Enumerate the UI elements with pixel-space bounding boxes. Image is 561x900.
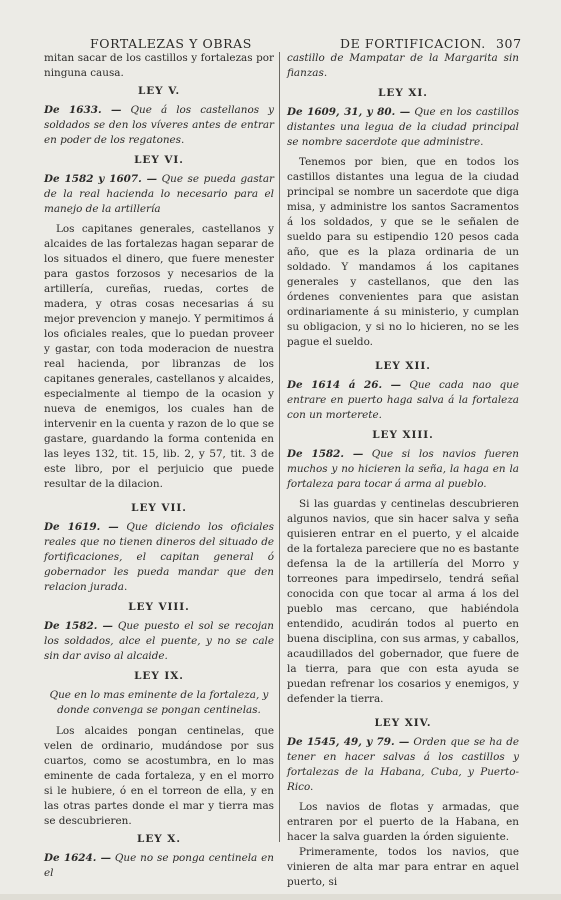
law-summary-viii [44, 619, 274, 664]
law-text-ix: Los alcaides pongan centinelas, que velen de ordinario, mudándose por sus cuartos, como se acostumbra, en lo mas eminente de cada fortaleza, y en el morro si le hubiere, ó en el torreon de ella, y en las otras partes donde el mar y tierra mas se descubrieren. [44, 725, 274, 827]
law-heading-v: LEY V. [137, 85, 181, 97]
law-ref-xi: De 1609, 31, y 80. — [287, 106, 411, 118]
law-heading-ix: LEY IX. [134, 670, 184, 682]
law-ref-vii: De 1619. — [44, 521, 119, 533]
law-summary-xiii [287, 447, 519, 492]
law-text-xi: Tenemos por bien, que en todos los castillos distantes una legua de la ciudad principal se nombre un sacerdote que diga misa, y administre los santos Sacramentos á los soldados, y que se le señalen de sueldo para su estipendio 120 pesos cada año, que es la plaza ordinaria de un soldado. Y mandamos á los capitanes generales y castellanos, que den las órdenes convenientes para que asistan ordinariamente á su ministerio, y cumplan su obligacion, y si no lo hicieren, no se les pague el sueldo. [287, 156, 519, 348]
law-heading-x: LEY X. [137, 833, 181, 845]
law-ref-v: De 1633. — [44, 104, 122, 116]
law-ref-xii: De 1614 á 26. — [287, 379, 402, 391]
header-right: DE FORTIFICACION. [340, 36, 486, 51]
law-summary-xii [287, 378, 519, 423]
law-ref-xiii: De 1582. — [287, 448, 364, 460]
law-summary-x [44, 851, 274, 881]
left-column [44, 51, 274, 886]
law-summary-xiv [287, 735, 519, 795]
law-text-xiv-a: Los navios de flotas y armadas, que entraren por el puerto de la Habana, en hacer la salva guarden la órden siguiente. [287, 801, 519, 843]
law-heading-vi: LEY VI. [134, 154, 184, 166]
law-heading-xi: LEY XI. [378, 87, 428, 99]
page-bottom-edge [0, 894, 561, 900]
law-summary-text-vi: Que se pueda gastar de la real hacienda lo necesario para el manejo de la artillería [44, 173, 274, 215]
paragraph-intro: mitan sacar de los castillos y fortalezas por ninguna causa. [44, 52, 274, 79]
law-summary-text-xiv: Orden que se ha de tener en hacer salvas á los castillos y fortalezas de la Habana, Cuba, y Puerto-Rico. [287, 736, 519, 793]
law-summary-text-vii: Que diciendo los oficiales reales que no tienen dineros del situado de fortificaciones, el capitan general ó gobernador les pueda mandar que den relacion jurada. [44, 521, 274, 593]
law-summary-v [44, 103, 274, 148]
law-heading-xii: LEY XII. [375, 360, 431, 372]
law-summary-vii [44, 520, 274, 595]
law-summary-ix: Que en lo mas eminente de la fortaleza, y donde convenga se pongan centinelas. [49, 689, 269, 716]
header-left: FORTALEZAS Y OBRAS [90, 36, 252, 51]
law-ref-vi: De 1582 y 1607. — [44, 173, 158, 185]
law-ref-x: De 1624. — [44, 852, 111, 864]
law-heading-viii: LEY VIII. [128, 601, 190, 613]
law-ref-xiv: De 1545, 49, y 79. — [287, 736, 410, 748]
law-text-xiii: Si las guardas y centinelas descubrieren algunos navios, que sin hacer salva y seña quisieren entrar en el puerto, y el alcaide de la fortaleza pareciere que no es bastante defensa la de la artillería del Morro y torreones para impedirselo, tendrá señal conocida con que tocar al arma á los del pueblo mas cercano, que habiéndola entendido, acudirán todos al puerto en buena disciplina, con sus armas, y caballos, acaudillados del gobernador, que fuere de la tierra, para que con esta ayuda se puedan refrenar los cosarios y enemigos, y defender la tierra. [287, 498, 519, 705]
law-summary-xi [287, 105, 519, 150]
law-summary-text-x: Que no se ponga centinela en el [44, 852, 274, 879]
law-summary-x-cont: castillo de Mampatar de la Margarita sin fianzas. [287, 52, 519, 79]
law-text-vi: Los capitanes generales, castellanos y alcaides de las fortalezas hagan separar de los situados el dinero, que fuere menester para gastos forzosos y necesarios de la artillería, cureñas, ruedas, cortes de madera, y otras cosas necesarias á su mejor prevencion y manejo. Y permitimos á los oficiales reales, que lo puedan proveer y gastar, con toda moderacion de nuestra real hacienda, por libranzas de los capitanes generales, castellanos y alcaides, especialmente al tiempo de la ocasion y nueva de enemigos, los cuales han de intervenir en la cuenta y razon de lo que se gastare, guardando la forma contenida en las leyes 132, tit. 15, lib. 2, y 57, tit. 3 de este libro, por el perjuicio que puede resultar de la dilacion. [44, 223, 274, 490]
page-number: 307 [496, 36, 522, 51]
law-summary-text-viii: Que puesto el sol se recojan los soldados, alce el puente, y no se cale sin dar aviso al alcaide. [44, 620, 274, 662]
law-heading-xiii: LEY XIII. [372, 429, 434, 441]
law-summary-text-v: Que á los castellanos y soldados se den los víveres antes de entrar en poder de los regatones. [44, 104, 274, 146]
law-ref-viii: De 1582. — [44, 620, 113, 632]
law-summary-vi [44, 172, 274, 217]
column-divider [279, 52, 280, 842]
running-head [0, 36, 561, 52]
law-heading-xiv: LEY XIV. [374, 717, 432, 729]
law-heading-vii: LEY VII. [131, 502, 187, 514]
law-summary-text-xi: Que en los castillos distantes una legua de la ciudad principal se nombre sacerdote que administre. [287, 106, 519, 148]
law-summary-text-xii: Que cada nao que entrare en puerto haga salva á la fortaleza con un morterete. [287, 379, 519, 421]
law-text-xiv-b: Primeramente, todos los navios, que vinieren de alta mar para entrar en aquel puerto, si [287, 846, 519, 888]
law-summary-text-xiii: Que si los navios fueren muchos y no hicieren la seña, la haga en la fortaleza para tocar á arma al pueblo. [287, 448, 519, 490]
right-column [287, 51, 519, 890]
